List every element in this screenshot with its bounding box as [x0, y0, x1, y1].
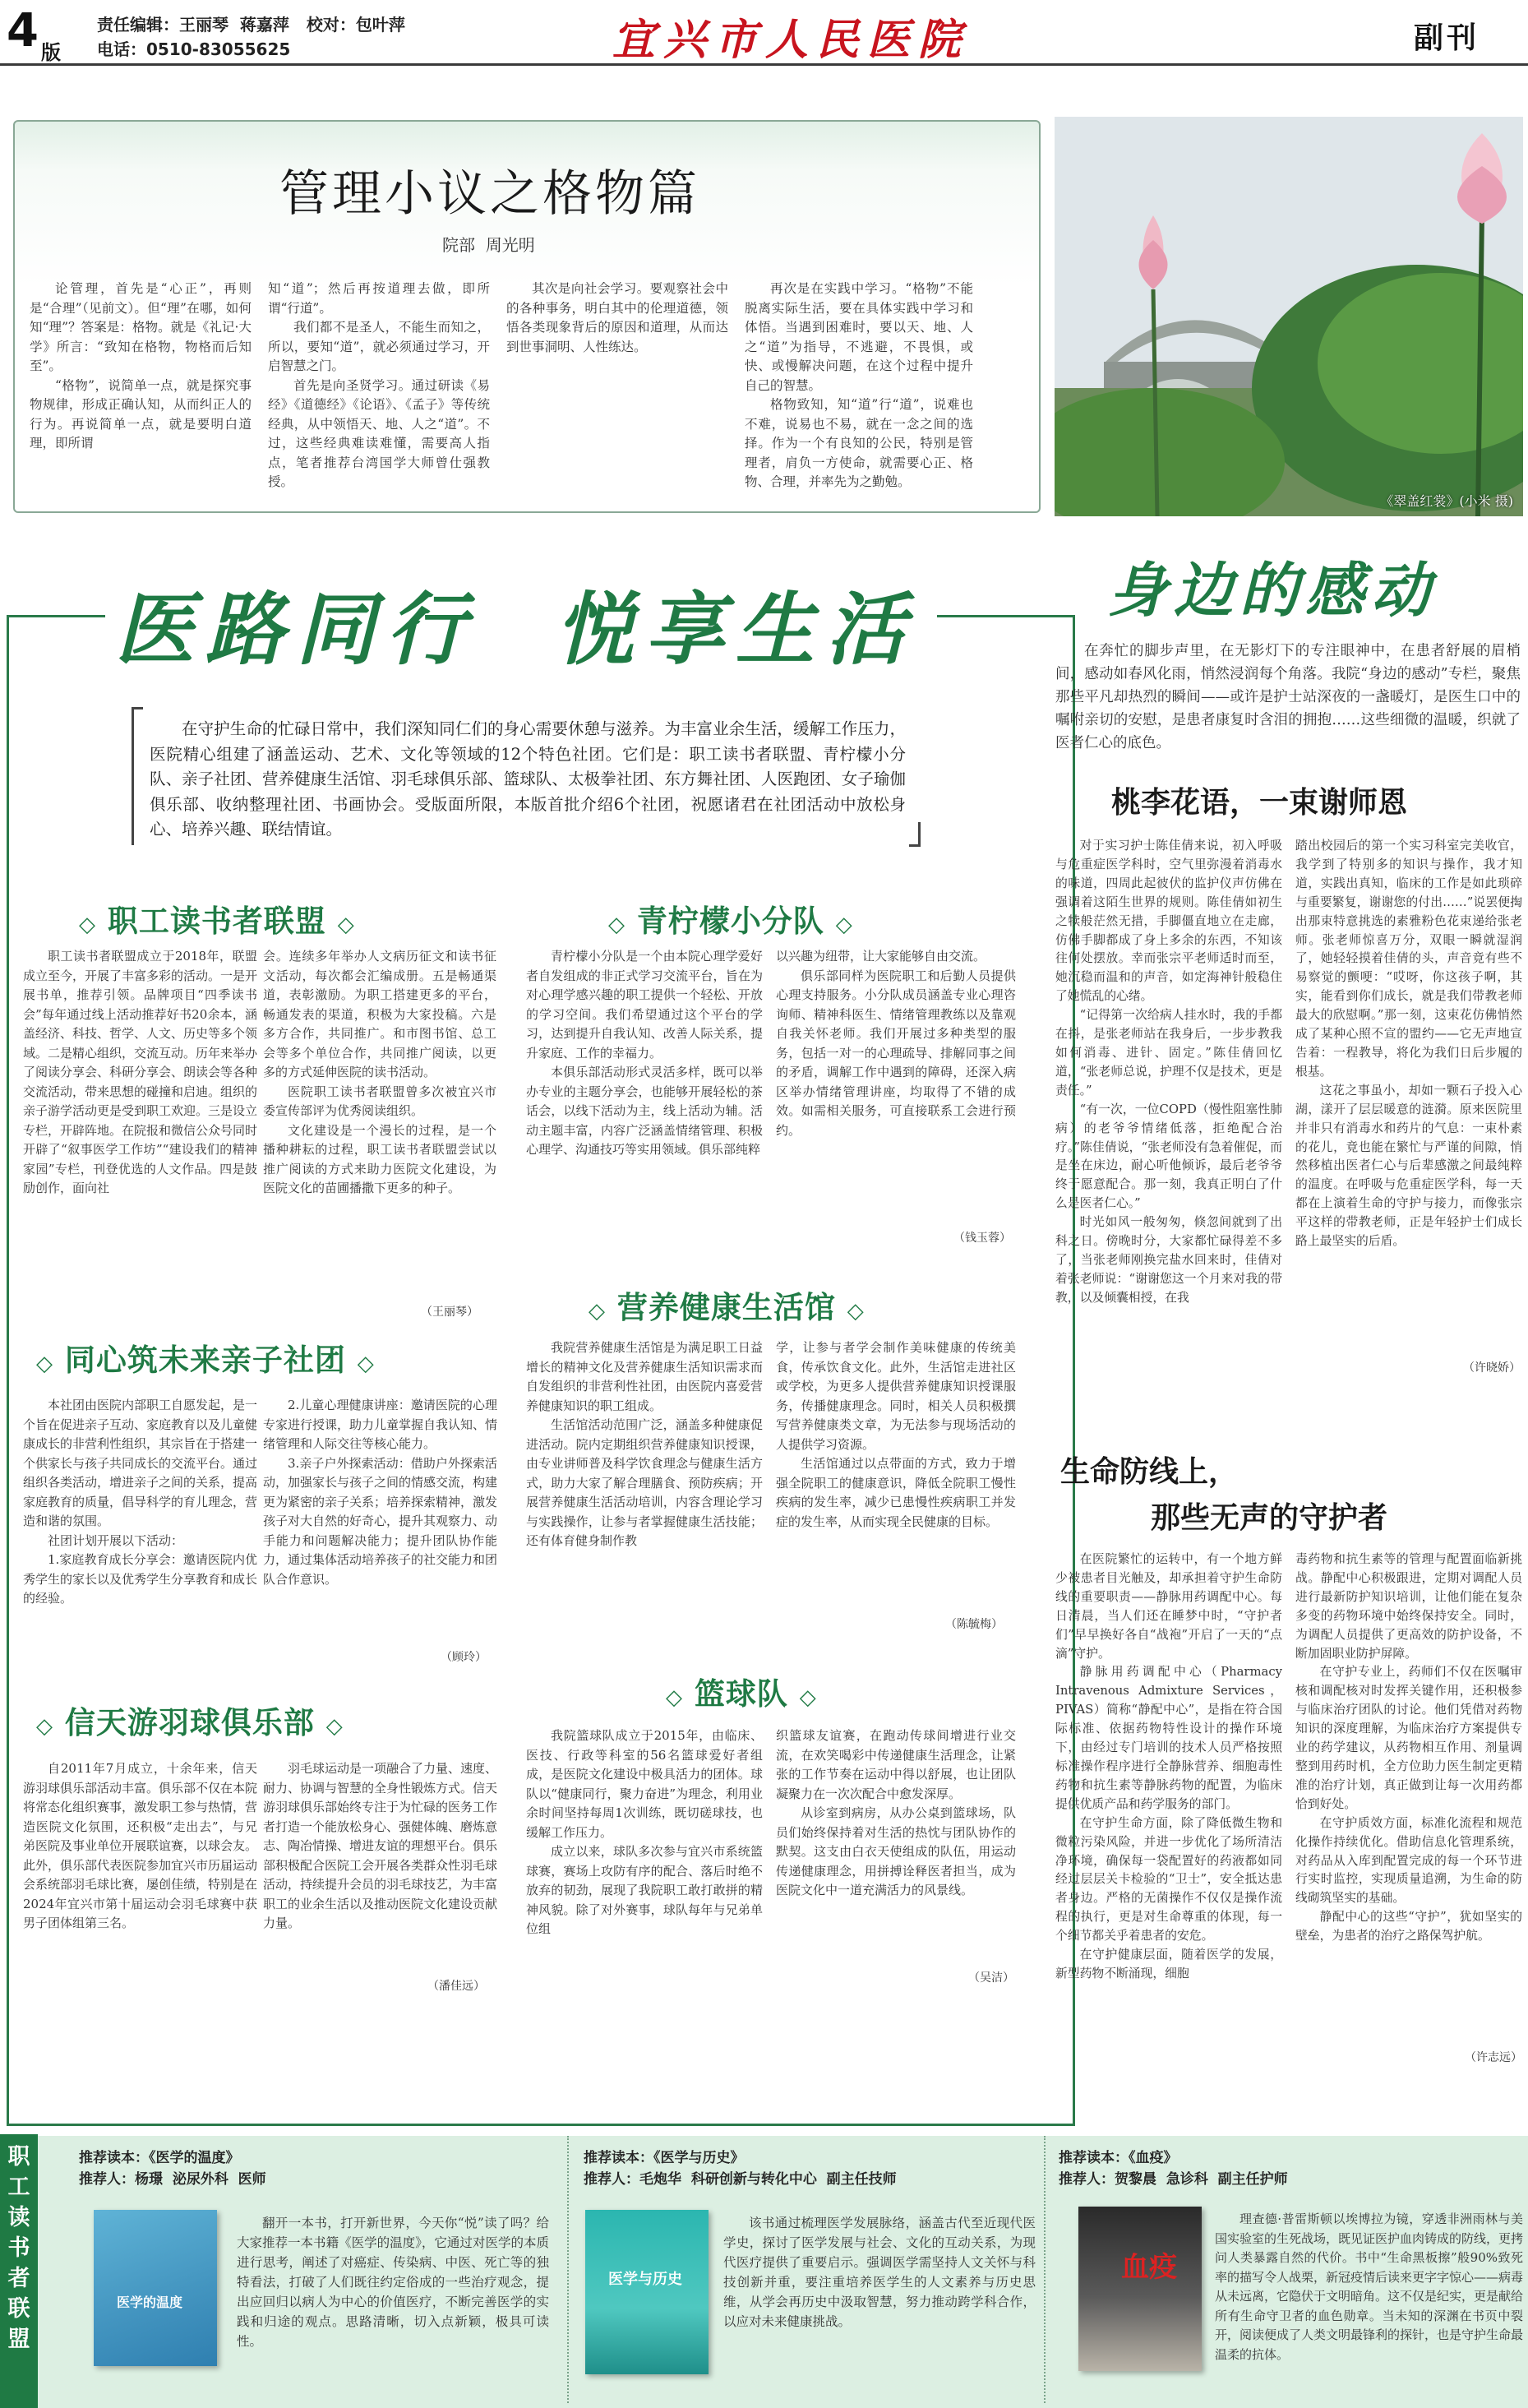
- para: 成立以来，球队多次参与宜兴市系统篮球赛，赛场上攻防有序的配合、落后时绝不放弃的韧劲，展现了我院职工敢打敢拼的精神风貌。除了对外赛事，球队每年与兄弟单位组: [526, 1844, 763, 1936]
- book-cover: [585, 2210, 709, 2374]
- para: 在守护生命方面，除了降低微生物和微粒污染风险，并进一步优化了场所清洁净环境，确保每一袋配置好的药液都如同经过层层关卡检验的“卫士”，安全抵达患者身边。严格的无菌操作不仅仅是操作流程的执行，更是对生命尊重的体现，每一个细节都关乎着患者的安危。: [1055, 1815, 1282, 1944]
- para: 在守护专业上，药师们不仅在医嘱审核和调配核对时发挥关键作用，还积极参与临床治疗团队的讨论。他们凭借对药物知识的深度理解，为临床治疗方案提供专业的药学建议，从药物相互作用、剂量调整到用药时机，全方位助力医生制定更精准的治疗计划，真正做到让每一次用药都恰到好处。: [1295, 1665, 1522, 1811]
- para: 会。连续多年举办人文病历征文和读书征文活动，每次都会汇编成册。五是畅通渠道，表彰激励。为职工搭建更多的平台，畅通发表的渠道，积极为大家投稿。六是多方合作，共同推广。和市图书馆、总工会等多个单位合作，共同推广阅读，以更多的方式延伸医院的读书活动。: [263, 949, 496, 1079]
- para: 以兴趣为纽带，让大家能够自由交流。: [776, 949, 986, 964]
- book-cover-title: 医学与历史: [608, 2271, 682, 2288]
- section-basketball: [666, 1669, 817, 1713]
- para: 生活馆活动范围广泛，涵盖多种健康促进活动。院内定期组织营养健康知识授课，由专业讲师普及科学饮食理念与健康生活方式，助力大家了解合理膳食、预防疾病；开展营养健康生活活动培训，内容含理论学习与实践操作，让参与者掌握健康生活技能；还有体育健身制作教: [526, 1417, 763, 1548]
- rec-book: 推荐读本：《医学的温度》: [79, 2150, 240, 2166]
- story2-title-2: 那些无声的守护者: [1151, 1501, 1388, 1535]
- feature-title: 医路同行 悦享生活: [115, 583, 916, 676]
- feature-intro: 在守护生命的忙碌日常中，我们深知同仁们的身心需要休憩与滋养。为丰富业余生活，缓解工作压力，医院精心组建了涵盖运动、艺术、文化等领域的12个特色社团。它们是：职工读书者联盟、青柠檬小分队、亲子社团、营养健康生活馆、羽毛球俱乐部、篮球队、太极拳社团、东方舞社团、人医跑团、女子瑜伽俱乐部、收纳整理社团、书画协会。受版面所限，本版首批介绍6个社团，祝愿诸君在社团活动中放松身心、培养兴趣、联结情谊。: [150, 719, 906, 839]
- diamond-icon: ◇: [36, 1714, 53, 1739]
- section-name: 副刊: [1414, 21, 1480, 55]
- para: 踏出校园后的第一个实习科室完美收官，我学到了特别多的知识与操作，我才知道，实践出真知，临床的工作是如此琐碎与重要繁复，谢谢您的付出……”说罢便掏出那束特意挑选的素雅粉色花束递给张老师。张老师惊喜万分，双眼一瞬就湿润了，她轻轻摸着佳倩的头，声音竟有些不易察觉的颤哽：“哎呀，你这孩子啊，其实，能看到你们成长，就是我们带教老师最大的欣慰啊。”那一刻，这束花仿佛悄然成了某种心照不宣的盟约——它无声地宣告着：一程教导，将化为我们日后步履的根基。: [1295, 839, 1522, 1079]
- author-story1: （许晓娇）: [1463, 1361, 1521, 1375]
- para: 3.亲子户外探索活动：借助户外探索活动，加强家长与孩子之间的情感交流，构建更为紧密的亲子关系；培养探索精神，激发孩子对大自然的好奇心，提升其观察力、动手能力和问题解决能力；提升团队协作能力，通过集体活动培养孩子的社交能力和团队合作意识。: [263, 1455, 498, 1587]
- essay-para: 再次是在实践中学习。“格物”不能脱离实际生活，要在具体实践中学习和体悟。当遇到困难时，要以天、地、人之“道”为指导，不逃避，不畏惧，或快、或慢解决问题，在这个过程中提升自己的智慧。: [745, 281, 973, 393]
- book-blurb: 该书通过梳理医学发展脉络，涵盖古代至近现代医学史，探讨了医学发展与社会、文化的互动关系，为现代医疗提供了重要启示。强调医学需坚持人文关怀与科技创新并重，要注重培养医学生的人文素养与历史思维，从学会再历史中汲取智慧，努力推动跨学科合作，以应对未来健康挑战。: [723, 2216, 1036, 2329]
- essay-para: “格物”，说简单一点，就是探究事物规律，形成正确认知，从而纠正人的行为。再说简单一点，就是要明白道理，即所谓: [30, 377, 252, 451]
- feature-frame-top-right: [937, 615, 1075, 617]
- para: 俱乐部同样为医院职工和后勤人员提供心理支持服务。小分队成员涵盖专业心理咨询师、精神科医生、情绪管理教练以及靠观自我关怀老师。我们开展过多种类型的服务，包括一对一的心理疏导、排解同事之间的矛盾，调解工作中遇到的障碍，还深入病区举办情绪管理讲座，均取得了不错的成效。如需相关服务，可直接联系工会进行预约。: [776, 968, 1016, 1138]
- badminton-col-2: 羽毛球运动是一项融合了力量、速度、耐力、协调与智慧的全身性锻炼方式。信天游羽球俱乐部始终专注于为忙碌的医务工作者打造一个能放松身心、强健体魄、磨炼意志、陶冶情操、增进友谊的理想平台。俱乐部积极配合医院工会开展各类群众性羽毛球活动，持续提升会员的羽毛球技艺，为丰富职工的业余生活以及推动医院文化建设贡献力量。: [263, 1761, 498, 1930]
- author-basketball: （吴洁）: [968, 1971, 1014, 1985]
- para: 本社团由医院内部职工自愿发起，是一个旨在促进亲子互动、家庭教育以及儿童健康成长的非营利性组织，其宗旨在于搭建一个供家长与孩子共同成长的交流平台。通过组织各类活动，增进亲子之间的关系，提高家庭教育的质量，倡导科学的育儿理念，营造和谐的氛围。: [23, 1398, 258, 1528]
- para: 时光如风一般匆匆，倏忽间就到了出科之日。傍晚时分，大家都忙碌得差不多了，当张老师刚换完盐水回来时，佳倩对着张老师说：“谢谢您这一个月来对我的带教，以及倾囊相授，在我: [1055, 1215, 1282, 1305]
- para: “记得第一次给病人挂水时，我的手都在抖，是张老师站在我身后，一步步教我如何消毒、进针、固定。”陈佳倩回忆道，“张老师总说，护理不仅是技术，更是责任。”: [1055, 1008, 1282, 1098]
- book-card: [1044, 2136, 1528, 2403]
- lemon-col-2: [776, 947, 1016, 1140]
- photo-caption: 《翠盖红裳》(小米 摄): [1380, 493, 1513, 509]
- book-card: [46, 2136, 556, 2403]
- rec-person: 推荐人：贺黎晨 急诊科 副主任护师: [1059, 2171, 1288, 2188]
- page-unit: 版: [41, 41, 61, 64]
- essay-para: 首先是向圣贤学习。通过研读《易经》《道德经》《论语》、《孟子》等传统经典，从中领悟天、地、人之“道”。不过，这些经典难读难懂，需要高人指点，笔者推荐台湾国学大师曾仕强教授。: [268, 377, 490, 489]
- rec-book: 推荐读本：《医学与历史》: [584, 2150, 745, 2166]
- author-nutrition: （陈毓梅）: [945, 1618, 1003, 1631]
- book-cover-title: 血疫: [1121, 2251, 1177, 2284]
- para: 青柠檬小分队是一个由本院心理学爱好者自发组成的非正式学习交流平台，旨在为对心理学感兴趣的职工提供一个轻松、开放的学习空间。我们希望通过这个平台的学习，达到提升自我认知、改善人际关系，提升家庭、工作的幸福力。: [526, 949, 763, 1061]
- section-title: 信天游羽球俱乐部: [64, 1705, 315, 1740]
- rec-book: 推荐读本：《血疫》: [1059, 2150, 1178, 2166]
- diamond-icon: ◇: [357, 1352, 375, 1376]
- diamond-icon: ◇: [799, 1685, 817, 1710]
- para: 这花之事虽小，却如一颗石子投入心湖，漾开了层层暖意的涟漪。原来医院里并非只有消毒水和药片的气息：一束朴素的花儿，竟也能在繁忙与严谨的间隙，悄然移植出医者仁心与后辈感激之间最纯粹的温度。在呼吸与危重症医学科，每一天都在上演着生命的守护与接力，而像张宗平这样的带教老师，正是年轻护士们成长路上最坚实的后盾。: [1295, 1083, 1522, 1249]
- author-story2: （许志远）: [1465, 2051, 1522, 2064]
- book-blurb: 翻开一本书，打开新世界，今天你“悦”读了吗？给大家推荐一本书籍《医学的温度》，它通过对医学的本质进行思考，阐述了对癌症、传染病、中医、死亡等的独特看法，打破了人们既往约定俗成的一些治疗观念，提出应回归以病人为中心的价值医疗，不断完善医学的实践和归途的观点。思路清晰，切入点新颖，极具可读性。: [237, 2216, 549, 2349]
- page-number: 4: [7, 4, 39, 58]
- section-title: 职工读书者联盟: [107, 904, 326, 939]
- diamond-icon: ◇: [79, 913, 96, 937]
- book-card: [567, 2136, 1040, 2403]
- section-title: 篮球队: [694, 1676, 788, 1712]
- moving-title: 身边的感动: [1108, 555, 1438, 625]
- family-col-1: [23, 1396, 257, 1609]
- section-reading: [79, 896, 355, 941]
- editor-line: 责任编辑：王丽琴 蒋嘉萍 校对：包叶萍: [97, 15, 405, 35]
- essay-title: 管理小议之格物篇: [279, 165, 700, 223]
- diamond-icon: ◇: [36, 1352, 53, 1376]
- story1-col-1: [1055, 837, 1282, 1308]
- page-header: [0, 0, 1528, 66]
- para: 我院篮球队成立于2015年，由临床、医技、行政等科室的56名篮球爱好者组成，是医院文化建设中极具活力的团体。球队以“健康同行，聚力奋进”为理念，利用业余时间坚持每周1次训练，既切磋球技，也缓解工作压力。: [526, 1728, 763, 1840]
- moving-intro: 在奔忙的脚步声里，在无影灯下的专注眼神中，在患者舒展的眉梢间，感动如春风化雨，悄然浸润每个角落。我院“身边的感动”专栏，聚焦那些平凡却热烈的瞬间——或许是护士站深夜的一盏暖灯，是医生口中的嘱咐亲切的安慰，是患者康复时含泪的拥抱……这些细微的温暖，织就了医者仁心的底色。: [1055, 643, 1521, 751]
- section-lemon: [608, 896, 853, 941]
- essay-col-1: [30, 280, 252, 454]
- diamond-icon: ◇: [608, 913, 626, 937]
- story2-col-1: [1055, 1551, 1282, 1984]
- para: 在医院繁忙的运转中，有一个地方鲜少被患者目光触及，却承担着守护生命防线的重要职责——静脉用药调配中心。每日清晨，当人们还在睡梦中时，“守护者们”早早换好各自“战袍”开启了一天的“点滴”守护。: [1055, 1552, 1282, 1661]
- book-cover-title: 医学的温度: [117, 2295, 183, 2310]
- essay-para: 格物致知，知“道”行“道”，说难也不难，说易也不易，就在一念之间的选择。作为一个有良知的公民，特别是管理者，肩负一方使命，就需要心正、格物、合理，并率先为之勤勉。: [745, 397, 973, 489]
- para: 在守护质效方面，标准化流程和规范化操作持续优化。借助信息化管理系统，对药品从入库到配置完成的每一个环节进行实时监控，实现质量追溯，为生命的防线砌筑坚实的基础。: [1295, 1815, 1522, 1906]
- author-lemon: （钱玉蓉）: [953, 1232, 1011, 1245]
- para: 我院营养健康生活馆是为满足职工日益增长的精神文化及营养健康生活知识需求而自发组织的非营利性社团，由医院内喜爱营养健康知识的职工组成。: [526, 1340, 763, 1413]
- story2-col-2: [1295, 1551, 1522, 1946]
- section-family: [36, 1335, 375, 1380]
- section-title: 青柠檬小分队: [636, 904, 824, 939]
- essay-para: 论管理，首先是“心正”，再则是“合理”（见前文）。但“理”在哪，如何知“理”？答案是：格物。就是《礼记·大学》所言：“致知在格物，物格而后知至”。: [30, 281, 252, 373]
- para: 文化建设是一个漫长的过程，是一个播种耕耘的过程，职工读书者联盟尝试以推广阅读的方式来助力医院文化建设，为医院文化的苗圃播撒下更多的种子。: [263, 1122, 496, 1195]
- diamond-icon: ◇: [589, 1299, 606, 1324]
- story2-title-1: 生命防线上，: [1060, 1455, 1239, 1489]
- phone-line: 电话：0510-83055625: [97, 39, 291, 59]
- section-nutrition: [589, 1283, 865, 1327]
- para: 从诊室到病房，从办公桌到篮球场，队员们始终保持着对生活的热忱与团队协作的默契。这支由白衣天使组成的队伍，用运动传递健康理念，用拼搏诠释医者担当，成为医院文化中一道充满活力的风景线。: [776, 1805, 1016, 1897]
- nutrition-col-2: [776, 1338, 1016, 1532]
- author-badminton: （潘佳远）: [427, 1980, 485, 1993]
- reading-col-1: 职工读书者联盟成立于2018年，联盟成立至今，开展了丰富多彩的活动。一是开展书单，推荐引领。品牌项目“四季读书会”每年通过线上活动推荐好书20余本，涵盖经济、科技、哲学、人文、历史等多个领域。二是精心组织，交流互动。历年来举办了阅读分享会、科研分享会、朗读会等各种交流活动，带来思想的碰撞和启迪。组织的亲子游学活动更是受到职工欢迎。三是设立专栏，开辟阵地。在院报和微信公众号同时开辟了“叙事医学工作坊”“建设我们的精神家园”专栏，刊登优选的人文作品。四是鼓励创作，面向社: [23, 949, 258, 1195]
- para: 静配中心的这些“守护”，犹如坚实的壁垒，为患者的治疗之路保驾护航。: [1295, 1910, 1522, 1944]
- feature-frame-top-left: [7, 615, 105, 617]
- para: 生活馆通过以点带面的方式，致力于增强全院职工的健康意识，降低全院职工慢性疾病的发生率，减少已患慢性疾病职工并发症的发生率，从而实现全民健康的目标。: [776, 1456, 1016, 1529]
- para: 本俱乐部活动形式灵活多样，既可以举办专业的主题分享会，也能够开展轻松的茶话会，以线下活动为主，线上活动为辅。活动主题丰富，内容广泛涵盖情绪管理、积极心理学、沟通技巧等实用领域。俱乐部纯粹: [526, 1065, 763, 1157]
- section-badminton: [36, 1698, 344, 1742]
- author-reading: （王丽琴）: [421, 1306, 478, 1319]
- author-family: （顾玲）: [441, 1651, 487, 1664]
- lotus-illustration: [1055, 117, 1523, 516]
- essay-col-2: [268, 280, 490, 492]
- reading-col-2: [263, 947, 496, 1199]
- badminton-col-1: 自2011年7月成立，十余年来，信天游羽球俱乐部活动丰富。俱乐部不仅在本院将常态化组织赛事，激发职工参与热情，营造医院文化氛围，还积极“走出去”，与兄弟医院及事业单位开展联谊赛，以球会友。此外，俱乐部代表医院参加宜兴市历届运动会系统部羽毛球比赛，屡创佳绩，特别是在2024年宜兴市第十届运动会羽毛球赛中获男子团体组第三名。: [23, 1761, 258, 1930]
- para: 毒药物和抗生素等的管理与配置面临新挑战。静配中心积极跟进，定期对调配人员进行最新防护知识培训，让他们能在复杂多变的药物环境中始终保持安全。同时，为调配人员提供了更高效的防护设备，不断加固职业防护屏障。: [1295, 1552, 1522, 1661]
- book-cover: [94, 2210, 217, 2366]
- para: 社团计划开展以下活动：: [48, 1532, 184, 1548]
- para: 学，让参与者学会制作美味健康的传统美食，传承饮食文化。此外，生活馆走进社区或学校，为更多人提供营养健康知识授课服务，传播健康理念。同时，相关人员积极撰写营养健康类文章，为无法参与现场活动的人提供学习资源。: [776, 1340, 1016, 1452]
- section-title: 同心筑未来亲子社团: [64, 1343, 346, 1378]
- story1-title: 桃李花语，一束谢师恩: [1111, 786, 1408, 820]
- diamond-icon: ◇: [835, 913, 853, 937]
- diamond-icon: ◇: [337, 913, 355, 937]
- rec-person: 推荐人：毛炮华 科研创新与转化中心 副主任技师: [584, 2171, 897, 2188]
- book-cover: [1078, 2207, 1202, 2371]
- para: 在守护健康层面，随着医学的发展，新型药物不断涌现，细胞: [1055, 1948, 1282, 1980]
- para: “有一次，一位COPD（慢性阻塞性肺病）的老爷爷情绪低落，拒绝配合治疗。”陈佳倩说，“张老师没有急着催促，而是坐在床边，耐心听他倾诉，最后老爷爷终于愿意配合。那一刻，我真正明白了什么是医者仁心。”: [1055, 1102, 1282, 1211]
- essay-col-3: [506, 280, 728, 357]
- lotus-photo: [1055, 117, 1523, 516]
- para: 1.家庭教育成长分享会：邀请医院内优秀学生的家长以及优秀学生分享教育和成长的经验。: [23, 1552, 258, 1606]
- essay-para: 其次是向社会学习。要观察社会中的各种事务，明白其中的伦理道德，领悟各类现象背后的原因和道理，从而达到世事洞明、人性练达。: [506, 281, 728, 354]
- para: 医院职工读书者联盟曾多次被宜兴市委宣传部评为优秀阅读组织。: [263, 1084, 496, 1118]
- masthead: 宜兴市人民医院: [612, 15, 970, 65]
- diamond-icon: ◇: [847, 1299, 865, 1324]
- para: 静脉用药调配中心（Pharmacy Intravenous Admixture Services，PIVAS）简称“静配中心”，是指在符合国际标准、依据药物特性设计的操作环境下，由经过专门培训的技术人员严格按照标准操作程序进行全静脉营养、细胞毒性药物和抗生素等静脉药物的配置，为临床提供优质产品和药学服务的部门。: [1055, 1665, 1282, 1811]
- nutrition-col-1: [526, 1338, 763, 1551]
- family-col-2: [263, 1396, 497, 1589]
- para: 织篮球友谊赛，在跑动传球间增进行业交流，在欢笑喝彩中传递健康生活理念，让紧张的工作节奏在运动中得以舒展，也让团队凝聚力在一次次配合中愈发深厚。: [776, 1728, 1016, 1801]
- lemon-col-1: [526, 947, 763, 1160]
- para: 对于实习护士陈佳倩来说，初入呼吸与危重症医学科时，空气里弥漫着消毒水的味道，四周此起彼伏的监护仪声仿佛在强调着这陌生世界的规则。陈佳倩如初生之犊般茫然无措，手脚僵直地立在走廊，仿佛手脚都成了身上多余的东西，不知该往何处摆放。幸而张宗平老师适时而至，她沉稳而温和的声音，如定海神针般稳住了她慌乱的心绪。: [1055, 839, 1282, 1004]
- intro-bracket-right: [909, 822, 921, 847]
- diamond-icon: ◇: [325, 1714, 344, 1739]
- basketball-col-1: [526, 1726, 763, 1939]
- essay-para: 知“道”；然后再按道理去做，即所谓“行道”。: [268, 281, 490, 316]
- diamond-icon: ◇: [666, 1685, 683, 1710]
- essay-para: 我们都不是圣人，不能生而知之，所以，要知“道”，就必须通过学习，开启智慧之门。: [268, 320, 490, 373]
- basketball-col-2: [776, 1726, 1016, 1901]
- rec-person: 推荐人：杨璟 泌尿外科 医师: [79, 2171, 266, 2188]
- para: 2.儿童心理健康讲座：邀请医院的心理专家进行授课，助力儿童掌握自我认知、情绪管理和人际交往等核心能力。: [263, 1398, 498, 1451]
- side-label: 职工读书者联盟: [7, 2144, 30, 2352]
- essay-col-4: [745, 280, 973, 492]
- intro-bracket-left: [132, 707, 143, 845]
- book-blurb: 理查德·普雷斯顿以埃博拉为镜，穿透非洲雨林与美国实验室的生死战场，既见证医护血肉铸成的防线，更拷问人类暴露自然的代价。书中“生命黑板擦”般90%致死率的描写令人战栗，新冠疫情后读来更字字惊心——病毒从未远离，它隐伏于文明暗角。这不仅是纪实，更是献给所有生命守卫者的血色勋章。当未知的深渊在书页中裂开，阅读便成了人类文明最锋利的探针，也是守护生命最温柔的抗体。: [1215, 2212, 1524, 2362]
- story1-col-2: [1295, 837, 1522, 1251]
- section-title: 营养健康生活馆: [616, 1290, 836, 1325]
- essay-byline: 院部 周光明: [442, 235, 535, 255]
